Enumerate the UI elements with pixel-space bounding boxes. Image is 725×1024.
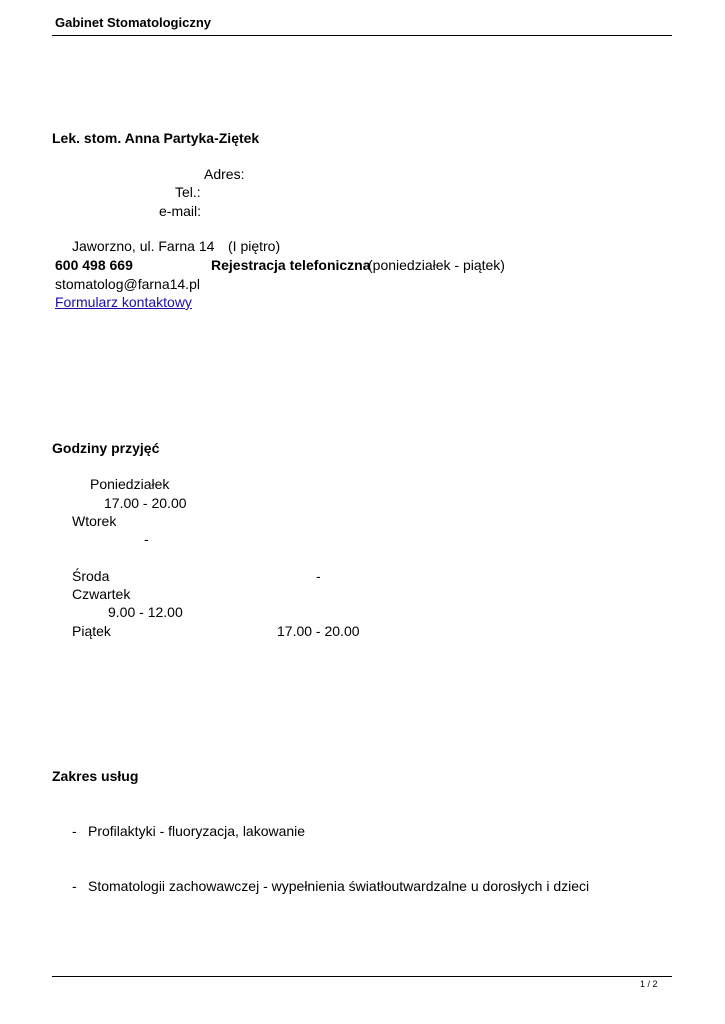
thursday-hours: 9.00 - 12.00 — [108, 604, 183, 620]
document-header-title: Gabinet Stomatologiczny — [55, 15, 212, 30]
email-label: e-mail: — [159, 203, 202, 219]
thursday-label: Czwartek — [72, 586, 131, 602]
tuesday-hours: - — [144, 531, 149, 547]
registration-label: Rejestracja telefoniczna — [211, 257, 371, 273]
service-text: Stomatologii zachowawczej - wypełnienia światłoutwardzalne u dorosłych i dzieci — [88, 878, 590, 894]
monday-label: Poniedziałek — [90, 476, 170, 492]
page-number: 1 / 2 — [640, 979, 658, 989]
service-bullet: - — [72, 878, 77, 894]
service-bullet: - — [72, 823, 77, 839]
tuesday-label: Wtorek — [72, 513, 117, 529]
friday-hours: 17.00 - 20.00 — [277, 623, 360, 639]
address-value: Jaworzno, ul. Farna 14 — [72, 238, 215, 254]
wednesday-hours: - — [316, 568, 321, 584]
wednesday-label: Środa — [72, 568, 110, 584]
monday-hours: 17.00 - 20.00 — [104, 495, 187, 511]
doctor-name: Lek. stom. Anna Partyka-Ziętek — [52, 130, 260, 146]
contact-form-link[interactable]: Formularz kontaktowy — [55, 294, 192, 310]
address-label: Adres: — [204, 166, 245, 182]
services-heading: Zakres usług — [52, 768, 139, 784]
phone-label: Tel.: — [175, 184, 201, 200]
floor-value: (I piętro) — [228, 238, 281, 254]
footer-divider — [52, 976, 672, 977]
registration-days: (poniedziałek - piątek) — [368, 257, 505, 273]
email-value[interactable]: stomatolog@farna14.pl — [55, 276, 200, 292]
hours-heading: Godziny przyjęć — [52, 440, 160, 456]
service-text: Profilaktyki - fluoryzacja, lakowanie — [88, 823, 306, 839]
header-divider — [52, 35, 672, 36]
friday-label: Piątek — [72, 623, 111, 639]
phone-value: 600 498 669 — [55, 257, 133, 273]
